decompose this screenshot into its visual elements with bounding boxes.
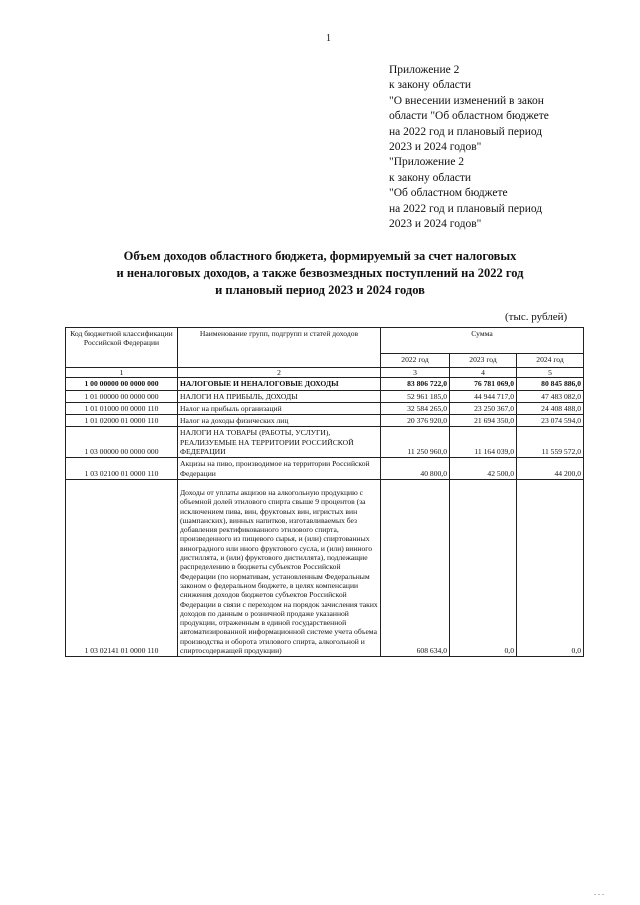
row-value-2024: 47 483 082,0 <box>517 390 584 402</box>
col-number: 5 <box>517 368 584 378</box>
title-line: и неналоговых доходов, а также безвозмездных поступлений на 2022 год <box>116 266 524 280</box>
row-value-2023: 42 500,0 <box>450 458 517 480</box>
row-name: НАЛОГИ НА ТОВАРЫ (РАБОТЫ, УСЛУГИ), РЕАЛИЗУЕМЫЕ НА ТЕРРИТОРИИ РОССИЙСКОЙ ФЕДЕРАЦИИ <box>178 427 381 458</box>
row-value-2022: 20 376 920,0 <box>381 415 450 427</box>
header-2022: 2022 год <box>381 354 450 368</box>
col-number: 2 <box>178 368 381 378</box>
appendix-line: к закону области <box>389 79 472 92</box>
row-code: 1 01 01000 00 0000 110 <box>66 402 178 414</box>
table-row <box>66 378 584 390</box>
row-value-2024: 0,0 <box>517 479 584 656</box>
header-code: Код бюджетной классификации Российской Федерации <box>66 328 178 368</box>
col-number: 3 <box>381 368 450 378</box>
row-value-2022: 52 961 185,0 <box>381 390 450 402</box>
row-value-2024: 23 074 594,0 <box>517 415 584 427</box>
header-name: Наименование групп, подгрупп и статей доходов <box>178 328 381 368</box>
header-sum: Сумма <box>381 328 584 354</box>
row-code: 1 00 00000 00 0000 000 <box>66 378 178 390</box>
table-row <box>66 479 584 656</box>
row-value-2022: 608 634,0 <box>381 479 450 656</box>
appendix-line: на 2022 год и плановый период <box>389 125 543 138</box>
row-value-2023: 76 781 069,0 <box>450 378 517 390</box>
col-number: 4 <box>450 368 517 378</box>
appendix-line: области "Об областном бюджете <box>389 110 549 123</box>
appendix-note <box>389 63 629 232</box>
footer-mark: . . . <box>594 888 604 897</box>
table-row <box>66 458 584 480</box>
row-value-2024: 44 200,0 <box>517 458 584 480</box>
appendix-line: 2023 и 2024 годов" <box>389 218 482 231</box>
table-row <box>66 427 584 458</box>
appendix-line: "Об областном бюджете <box>389 187 508 200</box>
col-number: 1 <box>66 368 178 378</box>
row-code: 1 03 00000 00 0000 000 <box>66 427 178 458</box>
row-value-2023: 0,0 <box>450 479 517 656</box>
row-value-2024: 24 408 488,0 <box>517 402 584 414</box>
appendix-line: "Приложение 2 <box>389 156 465 169</box>
title-line: Объем доходов областного бюджета, формируемый за счет налоговых <box>123 249 517 263</box>
appendix-line: Приложение 2 <box>389 64 460 76</box>
row-name: Налог на доходы физических лиц <box>178 415 381 427</box>
row-value-2023: 23 250 367,0 <box>450 402 517 414</box>
header-2023: 2023 год <box>450 354 517 368</box>
row-value-2022: 40 800,0 <box>381 458 450 480</box>
row-name: Акцизы на пиво, производимое на территории Российской Федерации <box>178 458 381 480</box>
revenue-table <box>65 327 584 657</box>
row-value-2023: 44 944 717,0 <box>450 390 517 402</box>
row-name: НАЛОГИ НА ПРИБЫЛЬ, ДОХОДЫ <box>178 390 381 402</box>
table-row <box>66 390 584 402</box>
row-name: НАЛОГОВЫЕ И НЕНАЛОГОВЫЕ ДОХОДЫ <box>178 378 381 390</box>
appendix-line: 2023 и 2024 годов" <box>389 141 482 154</box>
row-value-2023: 11 164 039,0 <box>450 427 517 458</box>
row-value-2023: 21 694 350,0 <box>450 415 517 427</box>
row-name: Доходы от уплаты акцизов на алкогольную продукцию с объемной долей этилового спирта свыше 9 процентов (за исключением пива, вин, фруктовых вин, игристых вин (шампанских), винных напитков, изготавливаемых без добавления ректификованного этилового спирта, произведенного из пищевого сырья, и (или) спиртованных виноградного или иного фруктового сусла, и (или) винного дистиллята, и (или) фруктового дистиллята), подлежащие распределению в бюджеты субъектов Российской Федерации (по нормативам, установленным Федеральным законом о федеральном бюджете, в целях компенсации снижения доходов бюджетов субъектов Российской Федерации в связи с переходом на порядок зачисления таких доходов по данным о розничной продаже указанной продукции, отраженным в единой государственной автоматизированной информационной системе учета объема производства и оборота этилового спирта, алкогольной и спиртосодержащей продукции) <box>178 479 381 656</box>
row-value-2024: 11 559 572,0 <box>517 427 584 458</box>
document-title <box>60 248 580 299</box>
units-label: (тыс. рублей) <box>505 311 568 323</box>
row-name: Налог на прибыль организаций <box>178 402 381 414</box>
row-value-2022: 32 584 265,0 <box>381 402 450 414</box>
page-number: 1 <box>326 33 331 44</box>
row-code: 1 01 02000 01 0000 110 <box>66 415 178 427</box>
row-value-2024: 80 845 886,0 <box>517 378 584 390</box>
appendix-line: к закону области <box>389 171 472 184</box>
table-row <box>66 415 584 427</box>
appendix-line: "О внесении изменений в закон <box>389 94 544 107</box>
row-code: 1 03 02100 01 0000 110 <box>66 458 178 480</box>
title-line: и плановый период 2023 и 2024 годов <box>215 283 425 297</box>
table-row <box>66 402 584 414</box>
header-2024: 2024 год <box>517 354 584 368</box>
row-value-2022: 83 806 722,0 <box>381 378 450 390</box>
row-code: 1 03 02141 01 0000 110 <box>66 479 178 656</box>
row-code: 1 01 00000 00 0000 000 <box>66 390 178 402</box>
row-value-2022: 11 250 960,0 <box>381 427 450 458</box>
appendix-line: на 2022 год и плановый период <box>389 202 543 215</box>
